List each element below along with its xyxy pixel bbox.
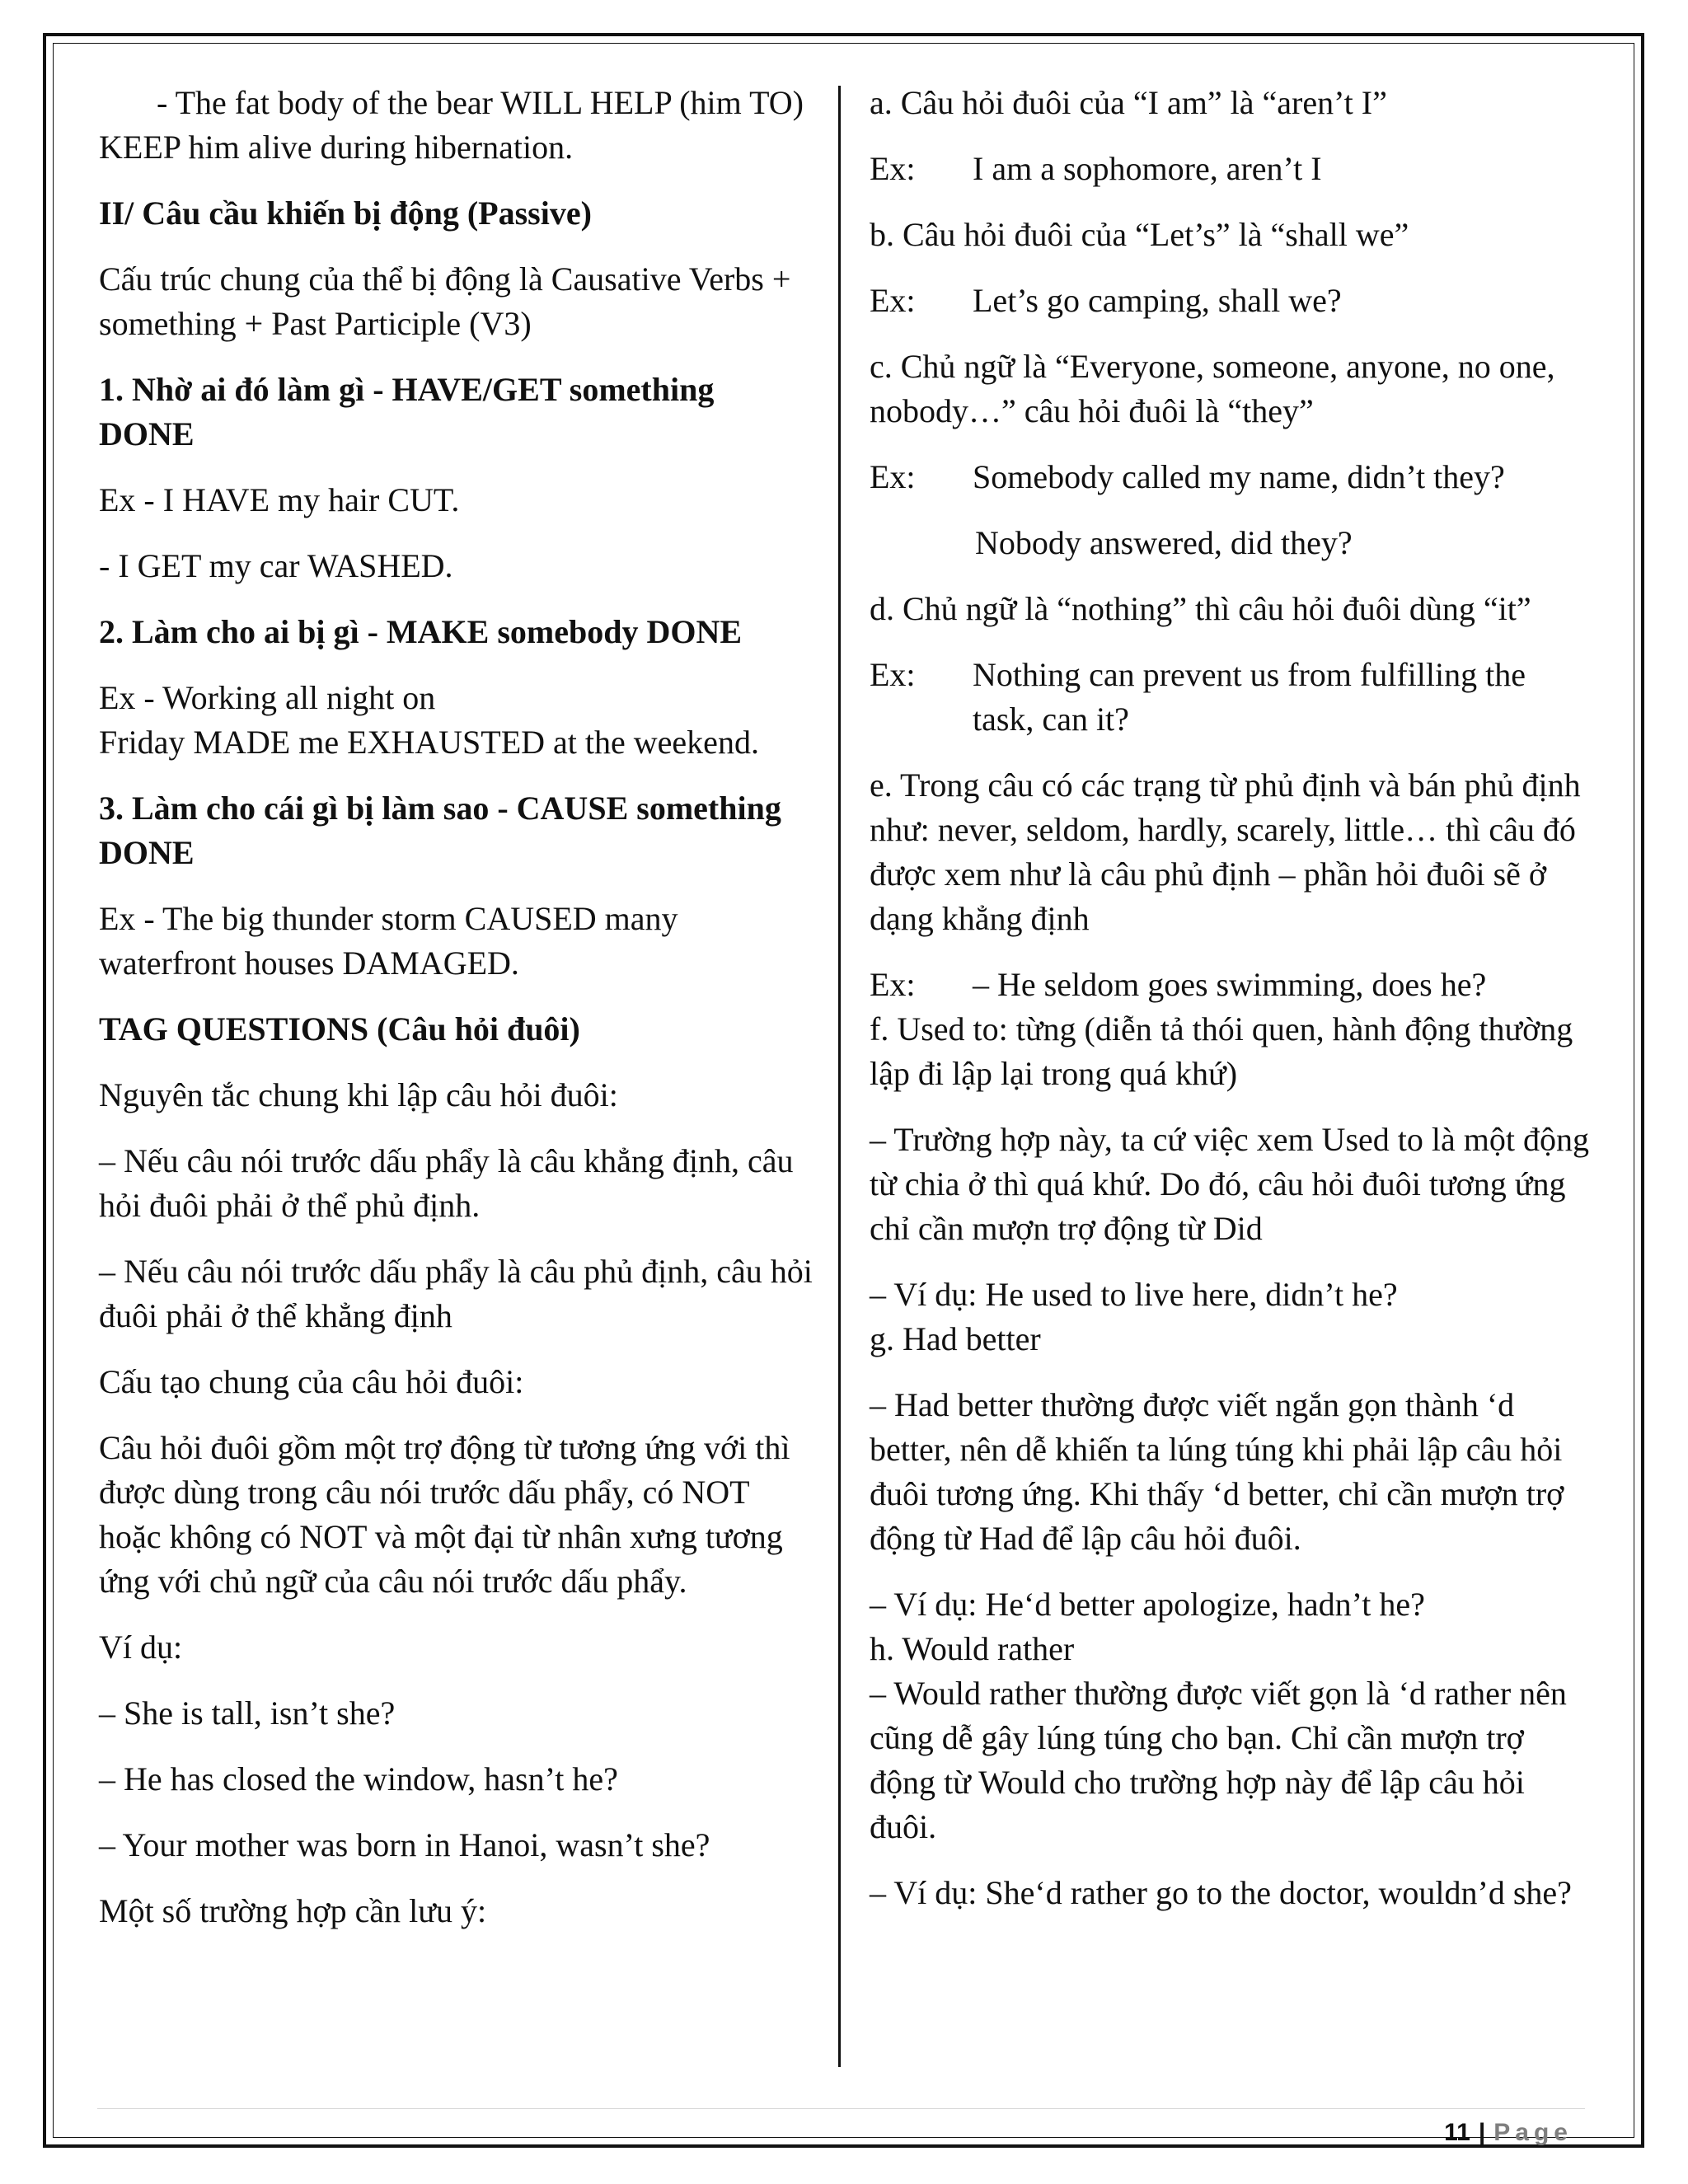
example-label: Ex: [870, 458, 916, 495]
page-label: Page [1493, 2119, 1573, 2146]
example-text: Somebody called my name, didn’t they? [973, 458, 1505, 495]
example [870, 455, 1595, 499]
paragraph: Cấu tạo chung của câu hỏi đuôi: [99, 1363, 524, 1400]
rule-item: g. Had better [870, 1320, 1041, 1357]
paragraph: – Nếu câu nói trước dấu phẩy là câu phủ định, câu hỏi đuôi phải ở thể khẳng định [99, 1253, 813, 1334]
example-label: Ex: [870, 282, 916, 319]
paragraph: Câu hỏi đuôi gồm một trợ động từ tương ứng với thì được dùng trong câu nói trước dấu phẩy, có NOT hoặc không có NOT và một đại từ nhân xưng tương ứng với chủ ngữ của câu nói trước dấu phẩy. [99, 1429, 790, 1600]
example: Friday MADE me EXHAUSTED at the weekend. [99, 724, 759, 761]
paragraph: Cấu trúc chung của thể bị động là Causative Verbs + something + Past Participle (V3) [99, 260, 791, 342]
section-heading-tag-questions: TAG QUESTIONS (Câu hỏi đuôi) [99, 1010, 580, 1047]
example [870, 279, 1595, 323]
rule-item: d. Chủ ngữ là “nothing” thì câu hỏi đuôi dùng “it” [870, 590, 1531, 627]
left-column [99, 81, 816, 1955]
example-text: I am a sophomore, aren’t I [973, 150, 1322, 187]
rule-item: e. Trong câu có các trạng từ phủ định và bán phủ định như: never, seldom, hardly, scarely, little… thì câu đó được xem như là câu phủ định – phần hỏi đuôi sẽ ở dạng khẳng định [870, 766, 1581, 937]
paragraph: – Had better thường được viết ngắn gọn thành ‘d better, nên dễ khiến ta lúng túng khi phải lập câu hỏi đuôi tương ứng. Khi thấy ‘d better, chỉ cần mượn trợ động từ Had để lập câu hỏi đuôi. [870, 1386, 1564, 1557]
example: Ex - The big thunder storm CAUSED many waterfront houses DAMAGED. [99, 900, 678, 982]
section-heading-passive: II/ Câu cầu khiến bị động (Passive) [99, 194, 592, 232]
paragraph: Một số trường hợp cần lưu ý: [99, 1892, 487, 1929]
right-column [870, 81, 1595, 1937]
example [870, 653, 1595, 742]
rule-item: a. Câu hỏi đuôi của “I am” là “aren’t I” [870, 84, 1387, 121]
rule-item: h. Would rather [870, 1630, 1075, 1667]
example-label: Ex: [870, 150, 916, 187]
paragraph: - The fat body of the bear WILL HELP (him TO) KEEP him alive during hibernation. [99, 84, 804, 166]
example: - I GET my car WASHED. [99, 547, 453, 584]
subheading-cause: 3. Làm cho cái gì bị làm sao - CAUSE something DONE [99, 790, 781, 871]
page-footer [1444, 2116, 1573, 2149]
example: – Ví dụ: He‘d better apologize, hadn’t he? [870, 1586, 1425, 1623]
example: – She is tall, isn’t she? [99, 1694, 396, 1732]
example [870, 963, 1595, 1007]
rule-item: f. Used to: từng (diễn tả thói quen, hành động thường lập đi lập lại trong quá khứ) [870, 1010, 1573, 1092]
rule-item: c. Chủ ngữ là “Everyone, someone, anyone, no one, nobody…” câu hỏi đuôi là “they” [870, 348, 1555, 429]
example: Ex - Working all night on [99, 679, 436, 716]
rule-item: b. Câu hỏi đuôi của “Let’s” là “shall we” [870, 216, 1409, 253]
column-divider [838, 86, 841, 2067]
example: – Ví dụ: She‘d rather go to the doctor, wouldn’d she? [870, 1874, 1572, 1911]
example-label: Ex: [870, 656, 916, 693]
paragraph: Ví dụ: [99, 1629, 183, 1666]
example-text: – He seldom goes swimming, does he? [973, 966, 1487, 1003]
example: Ex - I HAVE my hair CUT. [99, 481, 460, 518]
example-label: Ex: [870, 966, 916, 1003]
subheading-make: 2. Làm cho ai bị gì - MAKE somebody DONE [99, 613, 743, 650]
subheading-have-get: 1. Nhờ ai đó làm gì - HAVE/GET something DONE [99, 371, 715, 452]
example-text: Let’s go camping, shall we? [973, 282, 1342, 319]
example: – Your mother was born in Hanoi, wasn’t she? [99, 1826, 710, 1863]
example-text: Nothing can prevent us from fulfilling the task, can it? [973, 656, 1526, 738]
example: – He has closed the window, hasn’t he? [99, 1760, 618, 1797]
example-text: Nobody answered, did they? [975, 524, 1353, 561]
paragraph: Nguyên tắc chung khi lập câu hỏi đuôi: [99, 1076, 618, 1113]
paragraph: – Would rather thường được viết gọn là ‘d rather nên cũng dễ gây lúng túng cho bạn. Chỉ cần mượn trợ động từ Would cho trường hợp này để lập câu hỏi đuôi. [870, 1675, 1567, 1845]
paragraph: – Trường hợp này, ta cứ việc xem Used to là một động từ chia ở thì quá khứ. Do đó, câu hỏi đuôi tương ứng chỉ cần mượn trợ động từ Did [870, 1121, 1589, 1247]
footer-rule [97, 2108, 1585, 2109]
paragraph: – Nếu câu nói trước dấu phẩy là câu khẳng định, câu hỏi đuôi phải ở thể phủ định. [99, 1142, 794, 1224]
example [870, 147, 1595, 191]
page-number: 11 [1444, 2119, 1470, 2146]
example: – Ví dụ: He used to live here, didn’t he? [870, 1276, 1398, 1313]
footer-separator: | [1478, 2119, 1486, 2146]
